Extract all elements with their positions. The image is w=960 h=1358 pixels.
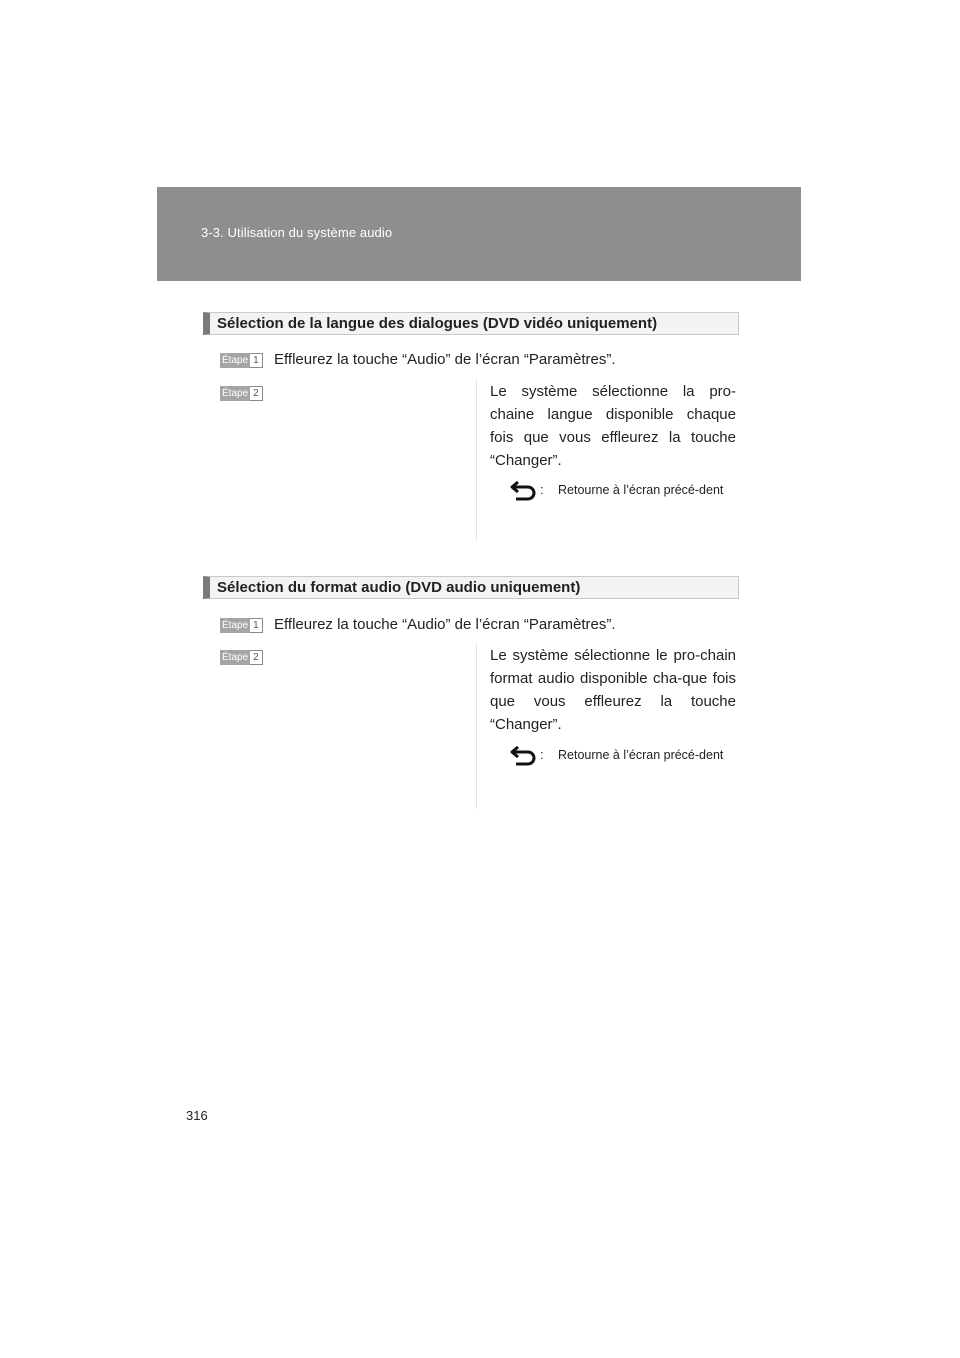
- step-label: Étape: [222, 388, 249, 399]
- back-description: Retourne à l’écran précé-dent: [558, 483, 724, 497]
- step-1-text: Effleurez la touche “Audio” de l’écran “Paramètres”.: [274, 616, 616, 633]
- step-number: 2: [250, 386, 263, 401]
- section-heading-language: [203, 312, 739, 335]
- section-title: 3-3. Utilisation du système audio: [201, 225, 393, 240]
- header-band: [157, 187, 801, 281]
- step-number: 2: [250, 650, 263, 665]
- back-colon: :: [540, 747, 544, 762]
- back-description: Retourne à l’écran précé-dent: [558, 748, 724, 762]
- section-heading-format: [203, 576, 739, 599]
- column-divider: [476, 380, 477, 540]
- step-2-description: Le système sélectionne le pro-chain format audio disponible cha-que fois que vous effleurez la touche “Changer”.: [490, 647, 736, 733]
- step-label: Étape: [222, 355, 249, 366]
- section-heading-text: Sélection de la langue des dialogues (DVD vidéo uniquement): [217, 315, 658, 332]
- step-2-description: Le système sélectionne la pro-chaine langue disponible chaque fois que vous effleurez la touche “Changer”.: [490, 383, 736, 469]
- back-colon: :: [540, 482, 544, 497]
- column-divider: [476, 644, 477, 809]
- step-label: Étape: [222, 620, 249, 631]
- step-1-badge: [220, 353, 263, 368]
- step-number: 1: [250, 618, 263, 633]
- step-1-badge: [220, 618, 263, 633]
- step-2-badge: [220, 386, 263, 401]
- return-arrow-icon: [508, 744, 538, 766]
- step-1-text: Effleurez la touche “Audio” de l’écran “Paramètres”.: [274, 351, 616, 368]
- step-2-badge: [220, 650, 263, 665]
- section-heading-text: Sélection du format audio (DVD audio uniquement): [217, 579, 581, 596]
- return-arrow-icon: [508, 479, 538, 501]
- step-label: Étape: [222, 652, 249, 663]
- step-number: 1: [250, 353, 263, 368]
- page-number: 316: [186, 1108, 208, 1123]
